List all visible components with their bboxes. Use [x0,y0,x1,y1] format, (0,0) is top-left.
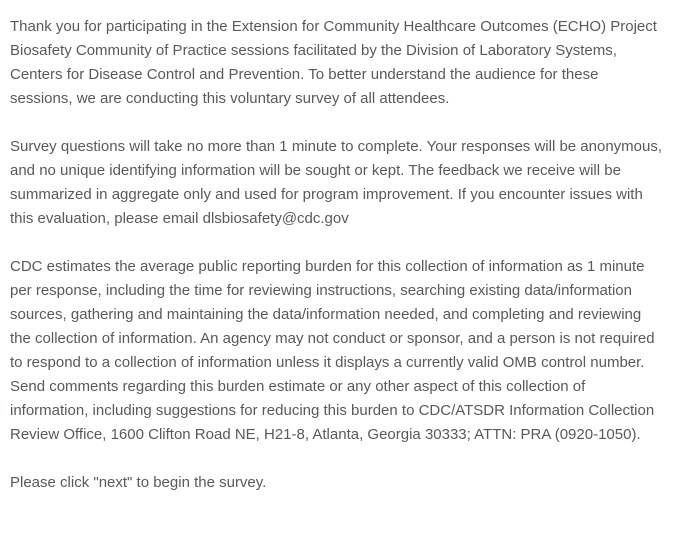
intro-paragraph-next-instruction: Please click "next" to begin the survey. [10,474,267,491]
intro-paragraph-welcome: Thank you for participating in the Extension for Community Healthcare Outcomes (ECHO) Project Biosafety Community of Practice sessions facilitated by the Division of Laboratory Systems, Centers for Disease Control and Prevention. To better understand the audience for these sessions, we are conducting this voluntary survey of all attendees. [10,18,657,107]
intro-paragraph-burden-statement: CDC estimates the average public reporting burden for this collection of information as 1 minute per response, including the time for reviewing instructions, searching existing data/information sources, gathering and maintaining the data/information needed, and completing and reviewing the collection of information. An agency may not conduct or sponsor, and a person is not required to respond to a collection of information unless it displays a currently valid OMB control number. Send comments regarding this burden estimate or any other aspect of this collection of information, including suggestions for reducing this burden to CDC/ATSDR Information Collection Review Office, 1600 Clifton Road NE, H21-8, Atlanta, Georgia 30333; ATTN: PRA (0920-1050). [10,258,655,443]
intro-paragraph-anonymity: Survey questions will take no more than 1 minute to complete. Your responses will be anonymous, and no unique identifying information will be sought or kept. The feedback we receive will be summarized in aggregate only and used for program improvement. If you encounter issues with this evaluation, please email dlsbiosafety@cdc.gov [10,138,663,227]
